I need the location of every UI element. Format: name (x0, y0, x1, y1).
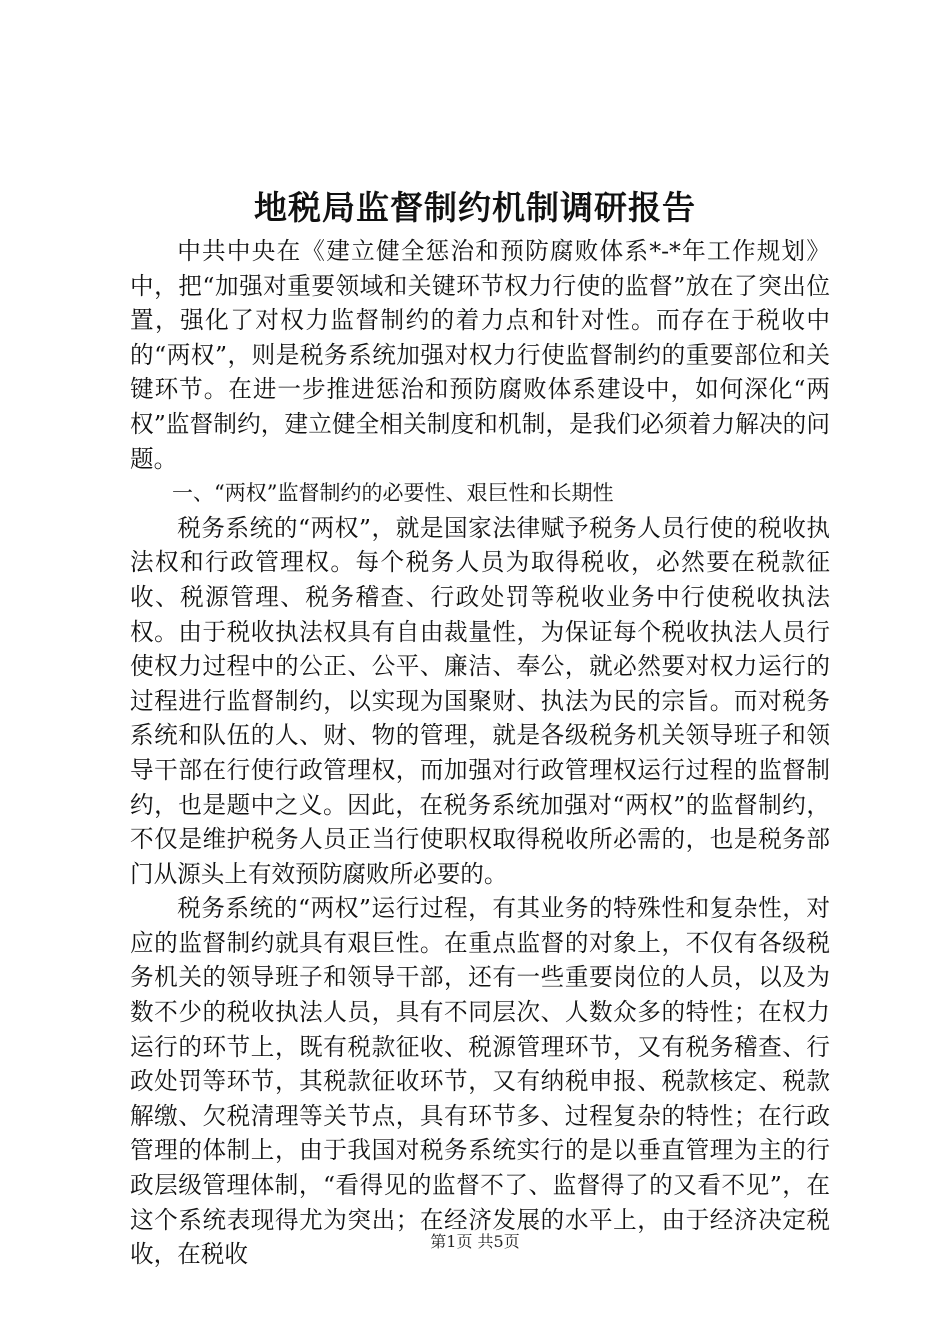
paragraph-intro: 中共中央在《建立健全惩治和预防腐败体系*-*年工作规划》中，把“加强对重要领域和关键环节权力行使的监督”放在了突出位置，强化了对权力监督制约的着力点和针对性。而存在于税收中的“两权”，则是税务系统加强对权力行使监督制约的重要部位和关键环节。在进一步推进惩治和预防腐败体系建设中，如何深化“两权”监督制约，建立健全相关制度和机制，是我们必须着力解决的问题。 (130, 237, 830, 473)
paragraph-two-powers-definition: 税务系统的“两权”，就是国家法律赋予税务人员行使的税收执法权和行政管理权。每个税务人员为取得税收，必然要在税款征收、税源管理、税务稽查、行政处罚等税收业务中行使税收执法权。由于税收执法权具有自由裁量性，为保证每个税收执法人员行使权力过程中的公正、公平、廉洁、奉公，就必然要对权力运行的过程进行监督制约，以实现为国聚财、执法为民的宗旨。而对税务系统和队伍的人、财、物的管理，就是各级税务机关领导班子和领导干部在行使行政管理权，而加强对行政管理权运行过程的监督制约，也是题中之义。因此，在税务系统加强对“两权”的监督制约，不仅是维护税务人员正当行使职权取得税收所必需的，也是税务部门从源头上有效预防腐败所必要的。 (130, 513, 830, 888)
page-footer: 第1页 共5页 (430, 1232, 520, 1251)
paragraph-two-powers-complexity: 税务系统的“两权”运行过程，有其业务的特殊性和复杂性，对应的监督制约就具有艰巨性。在重点监督的对象上，不仅有各级税务机关的领导班子和领导干部，还有一些重要岗位的人员，以及为数不少的税收执法人员，具有不同层次、人数众多的特性；在权力运行的环节上，既有税款征收、税源管理环节，又有税务稽查、行政处罚等环节，其税款征收环节，又有纳税申报、税款核定、税款解缴、欠税清理等关节点，具有环节多、过程复杂的特性；在行政管理的体制上，由于我国对税务系统实行的是以垂直管理为主的行政层级管理体制，“看得见的监督不了、监督得了的又看不见”，在这个系统表现得尤为突出；在经济发展的水平上，由于经济决定税收，在税收 (130, 894, 830, 1269)
section-heading-1: 一、“两权”监督制约的必要性、艰巨性和长期性 (172, 481, 614, 506)
document-title: 地税局监督制约机制调研报告 (254, 188, 696, 227)
document-body (130, 234, 830, 1272)
